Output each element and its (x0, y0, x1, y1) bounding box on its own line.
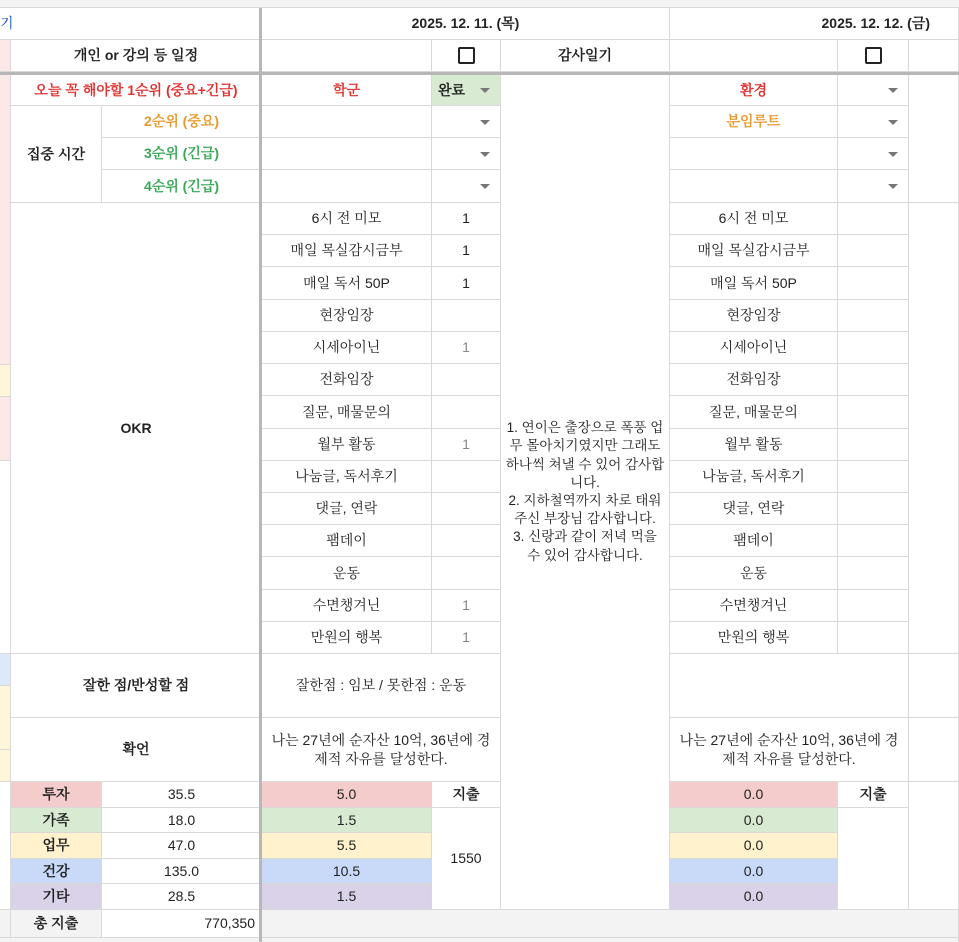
spending-category[interactable] (11, 859, 102, 884)
spending-total[interactable] (102, 833, 262, 859)
okr-item-day1-text: 질문, 매물문의 (302, 403, 391, 420)
schedule-label-cell[interactable] (11, 40, 262, 72)
spending-day1-text: 1.5 (336, 811, 357, 828)
col-a-cell[interactable] (0, 397, 11, 461)
okr-item-day1-text: 댓글, 연락 (315, 500, 378, 517)
okr-item-day2[interactable] (670, 300, 838, 332)
spending-total[interactable] (102, 859, 262, 884)
day1-review-cell[interactable] (262, 654, 501, 718)
okr-item-day1[interactable] (262, 396, 432, 429)
date-2-text: 2025. 12. 12. (금) (821, 15, 930, 32)
spending-day2[interactable] (670, 782, 838, 808)
spending-category-text: 가족 (42, 811, 70, 828)
spending-day2-text: 0.0 (743, 811, 764, 828)
col-a-cell[interactable] (0, 782, 11, 910)
day2-priority-3-cell[interactable] (670, 138, 838, 170)
day1-expense-header[interactable] (432, 782, 501, 808)
okr-value-day1-text: 1 (462, 242, 470, 259)
okr-item-day2[interactable] (670, 267, 838, 300)
day1-priority-2-cell[interactable] (262, 106, 432, 138)
okr-value-day2[interactable] (838, 525, 909, 557)
day2-status-dropdown-2[interactable] (838, 106, 909, 138)
priority-1-label-cell[interactable] (11, 75, 262, 106)
okr-value-day2[interactable] (838, 493, 909, 525)
day1-priority-1-cell[interactable] (262, 75, 432, 106)
priority-1-label: 오늘 꼭 해야할 1순위 (중요+긴급) (34, 81, 238, 98)
okr-value-day2[interactable] (838, 461, 909, 493)
okr-item-day2[interactable] (670, 461, 838, 493)
okr-item-day1-text: 월부 활동 (317, 436, 376, 453)
spending-day1[interactable] (262, 884, 432, 910)
spending-day2-text: 0.0 (743, 786, 764, 803)
okr-value-day1[interactable] (432, 203, 501, 235)
spending-day2-text: 0.0 (743, 888, 764, 905)
priority-2-label: 2순위 (중요) (143, 113, 220, 130)
day2-checkbox[interactable] (865, 47, 882, 64)
priority-2-label-cell[interactable] (102, 106, 262, 138)
okr-value-day1[interactable] (432, 364, 501, 396)
okr-item-day2-text: 매일 독서 50P (710, 274, 797, 291)
day2-status-dropdown-4[interactable] (838, 170, 909, 203)
okr-item-day1-text: 나눔글, 독서후기 (295, 468, 398, 485)
gratitude-cell[interactable] (501, 75, 670, 910)
spending-total[interactable] (102, 808, 262, 833)
spending-total-text: 35.5 (167, 786, 196, 803)
okr-value-day2[interactable] (838, 557, 909, 590)
okr-item-day2[interactable] (670, 622, 838, 654)
total-row-remainder (262, 910, 959, 938)
extra-column-affirmation[interactable] (909, 718, 959, 782)
okr-value-day1-text: 1 (462, 597, 470, 614)
day1-priority-1-value: 학군 (332, 81, 361, 98)
date-header-2[interactable] (670, 8, 959, 40)
spending-day1[interactable] (262, 859, 432, 884)
col-a-cell[interactable] (0, 654, 11, 686)
spending-category[interactable] (11, 833, 102, 859)
okr-item-day2[interactable] (670, 332, 838, 364)
spending-day2[interactable] (670, 833, 838, 859)
okr-item-day1-text: 팸데이 (326, 532, 367, 549)
date-1-text: 2025. 12. 11. (목) (411, 15, 520, 32)
day1-status-dropdown-4[interactable] (432, 170, 501, 203)
frozen-row-divider (0, 72, 959, 75)
spending-day1-text: 5.5 (336, 837, 357, 854)
day2-review-cell[interactable] (670, 654, 909, 718)
okr-value-day1-text: 1 (462, 210, 470, 227)
okr-item-day1[interactable] (262, 332, 432, 364)
okr-item-day2[interactable] (670, 525, 838, 557)
okr-item-day1-text: 시세아이닌 (312, 339, 381, 356)
spending-total-text: 18.0 (167, 811, 196, 828)
frozen-column-divider (259, 0, 262, 942)
col-a-cell[interactable] (0, 686, 11, 750)
okr-item-day1-text: 만원의 행복 (310, 629, 383, 646)
okr-item-day2[interactable] (670, 235, 838, 267)
top-strip (0, 0, 959, 8)
okr-value-day1[interactable] (432, 332, 501, 364)
okr-item-day1[interactable] (262, 235, 432, 267)
header-fragment: 기 (0, 15, 14, 32)
okr-value-day1[interactable] (432, 493, 501, 525)
bottom-strip (0, 938, 959, 942)
gratitude-label: 감사일기 (557, 47, 613, 64)
spending-category-text: 기타 (42, 888, 70, 905)
spending-category-text: 업무 (42, 837, 70, 854)
okr-item-day1[interactable] (262, 493, 432, 525)
spending-day1[interactable] (262, 782, 432, 808)
day1-status-value: 완료 (438, 81, 466, 98)
day2-schedule-cell[interactable] (670, 40, 838, 72)
day1-priority-4-cell[interactable] (262, 170, 432, 203)
spending-category-text: 투자 (42, 786, 70, 803)
okr-item-day2-text: 질문, 매물문의 (709, 403, 798, 420)
day2-priority-2-value: 분임루트 (726, 113, 781, 130)
okr-item-day2[interactable] (670, 396, 838, 429)
okr-label: OKR (120, 419, 152, 436)
col-a-cell[interactable] (0, 75, 11, 365)
day1-expense-label: 지출 (452, 786, 480, 803)
day1-status-dropdown-2[interactable] (432, 106, 501, 138)
okr-value-day2[interactable] (838, 332, 909, 364)
okr-item-day1[interactable] (262, 622, 432, 654)
okr-value-day1[interactable] (432, 300, 501, 332)
col-a-cell[interactable] (0, 910, 11, 938)
okr-item-day2-text: 6시 전 미모 (718, 210, 789, 227)
okr-item-day1-text: 매일 목실감시금부 (290, 242, 403, 259)
extra-cell[interactable] (909, 40, 959, 72)
day2-priority-1-value: 환경 (739, 81, 768, 98)
spending-total-text: 28.5 (167, 888, 196, 905)
day1-priority-3-cell[interactable] (262, 138, 432, 170)
extra-column-spending[interactable] (909, 782, 959, 910)
spending-category[interactable] (11, 808, 102, 833)
day1-status-dropdown-3[interactable] (432, 138, 501, 170)
total-value: 770,350 (204, 915, 255, 932)
okr-value-day2[interactable] (838, 396, 909, 429)
okr-value-day2[interactable] (838, 622, 909, 654)
okr-value-day2[interactable] (838, 364, 909, 396)
priority-3-label-cell[interactable] (102, 138, 262, 170)
day1-status-dropdown[interactable] (432, 75, 501, 106)
col-a-cell[interactable] (0, 40, 11, 72)
day2-affirmation-text: 나는 27년에 순자산 10억, 36년에 경제적 자유를 달성한다. (679, 731, 899, 767)
okr-value-day1-text: 1 (462, 339, 470, 356)
okr-item-day2[interactable] (670, 557, 838, 590)
okr-item-day2-text: 월부 활동 (724, 436, 783, 453)
spending-day2[interactable] (670, 859, 838, 884)
day2-priority-2-cell[interactable] (670, 106, 838, 138)
okr-item-day2-text: 수면챙겨닌 (719, 597, 788, 614)
day1-expense-value: 1550 (450, 850, 482, 867)
spending-day1-text: 1.5 (336, 888, 357, 905)
day2-status-dropdown-1[interactable] (838, 75, 909, 106)
okr-item-day2-text: 나눔글, 독서후기 (702, 468, 805, 485)
focus-time-label-cell[interactable] (11, 106, 102, 203)
okr-item-day1-text: 운동 (332, 564, 361, 581)
okr-value-day1[interactable] (432, 267, 501, 300)
spending-day1[interactable] (262, 808, 432, 833)
okr-item-day1[interactable] (262, 267, 432, 300)
priority-4-label-cell[interactable] (102, 170, 262, 203)
extra-column-review[interactable] (909, 654, 959, 718)
okr-value-day1-text: 1 (462, 436, 470, 453)
okr-item-day1[interactable] (262, 461, 432, 493)
okr-value-day2[interactable] (838, 203, 909, 235)
okr-item-day1[interactable] (262, 300, 432, 332)
okr-value-day1[interactable] (432, 622, 501, 654)
col-a-cell[interactable] (0, 461, 11, 654)
spending-day1[interactable] (262, 833, 432, 859)
okr-item-day2-text: 운동 (739, 564, 768, 581)
spending-day1-text: 5.0 (336, 786, 357, 803)
extra-column-okr[interactable] (909, 203, 959, 654)
gratitude-text: 1. 연이은 출장으로 폭풍 업무 몰아치기였지만 그래도 하나씩 쳐낼 수 있어 감사합니다. 2. 지하철역까지 차로 태워주신 부장님 감사합니다. 3. 신랑과 같이 저녁 먹을 수 있어 감사합니다. (505, 420, 665, 563)
okr-value-day2[interactable] (838, 590, 909, 622)
okr-item-day1-text: 전화임장 (319, 371, 374, 388)
okr-item-day1[interactable] (262, 525, 432, 557)
header-left-cell[interactable] (0, 8, 262, 40)
spending-total[interactable] (102, 782, 262, 808)
okr-item-day2-text: 매일 목실감시금부 (697, 242, 810, 259)
spending-day2-text: 0.0 (743, 837, 764, 854)
focus-time-label: 집중 시간 (27, 145, 85, 162)
okr-value-day2[interactable] (838, 429, 909, 461)
okr-item-day2-text: 현장임장 (726, 307, 781, 324)
review-label-cell[interactable] (11, 654, 262, 718)
priority-3-label: 3순위 (긴급) (143, 145, 220, 162)
okr-value-day1[interactable] (432, 590, 501, 622)
okr-item-day2[interactable] (670, 203, 838, 235)
okr-item-day2-text: 만원의 행복 (717, 629, 790, 646)
affirmation-label-cell[interactable] (11, 718, 262, 782)
okr-item-day1-text: 매일 독서 50P (303, 274, 390, 291)
okr-item-day1-text: 수면챙겨닌 (312, 597, 381, 614)
okr-item-day1[interactable] (262, 203, 432, 235)
spending-category[interactable] (11, 782, 102, 808)
okr-item-day2-text: 전화임장 (726, 371, 781, 388)
okr-value-day2[interactable] (838, 235, 909, 267)
okr-item-day1[interactable] (262, 590, 432, 622)
day2-expense-cell[interactable] (838, 808, 909, 910)
extra-column-top[interactable] (909, 75, 959, 203)
spending-category-text: 건강 (42, 862, 70, 879)
day1-checkbox-cell[interactable] (432, 40, 501, 72)
spending-total-text: 135.0 (163, 862, 200, 879)
date-header-1[interactable] (262, 8, 670, 40)
okr-value-day1[interactable] (432, 396, 501, 429)
okr-item-day1-text: 현장임장 (319, 307, 374, 324)
okr-value-day2[interactable] (838, 300, 909, 332)
okr-item-day2[interactable] (670, 364, 838, 396)
affirmation-label: 확언 (122, 741, 150, 758)
okr-item-day2-text: 팸데이 (733, 532, 774, 549)
day2-expense-label: 지출 (859, 786, 887, 803)
okr-label-cell[interactable] (11, 203, 262, 654)
okr-item-day1[interactable] (262, 429, 432, 461)
spending-total[interactable] (102, 884, 262, 910)
okr-item-day2[interactable] (670, 493, 838, 525)
okr-value-day1-text: 1 (462, 629, 470, 646)
spending-day2[interactable] (670, 884, 838, 910)
col-a-cell[interactable] (0, 365, 11, 397)
day1-schedule-cell[interactable] (262, 40, 432, 72)
total-label: 총 지출 (33, 915, 79, 932)
day2-affirmation-cell[interactable] (670, 718, 909, 782)
okr-value-day1-text: 1 (462, 274, 470, 291)
col-a-cell[interactable] (0, 750, 11, 782)
day2-priority-4-cell[interactable] (670, 170, 838, 203)
schedule-label: 개인 or 강의 등 일정 (73, 47, 199, 64)
spending-total-text: 47.0 (167, 837, 196, 854)
day1-affirmation-cell[interactable] (262, 718, 501, 782)
okr-value-day1[interactable] (432, 525, 501, 557)
okr-item-day2-text: 댓글, 연락 (722, 500, 785, 517)
gratitude-header-cell[interactable] (501, 40, 670, 72)
okr-value-day2[interactable] (838, 267, 909, 300)
day1-checkbox[interactable] (458, 47, 475, 64)
okr-value-day1[interactable] (432, 235, 501, 267)
okr-value-day1[interactable] (432, 461, 501, 493)
spending-day2-text: 0.0 (743, 862, 764, 879)
okr-item-day2[interactable] (670, 590, 838, 622)
okr-value-day1[interactable] (432, 557, 501, 590)
okr-item-day1[interactable] (262, 557, 432, 590)
day2-checkbox-cell[interactable] (838, 40, 909, 72)
okr-item-day2-text: 시세아이닌 (719, 339, 788, 356)
day1-affirmation-text: 나는 27년에 순자산 10억, 36년에 경제적 자유를 달성한다. (271, 731, 491, 767)
day2-status-dropdown-3[interactable] (838, 138, 909, 170)
okr-item-day2[interactable] (670, 429, 838, 461)
priority-4-label: 4순위 (긴급) (143, 177, 220, 194)
okr-value-day1[interactable] (432, 429, 501, 461)
total-value-cell[interactable] (102, 910, 262, 938)
spending-day2[interactable] (670, 808, 838, 833)
day2-expense-header[interactable] (838, 782, 909, 808)
okr-item-day1-text: 6시 전 미모 (311, 210, 382, 227)
day1-expense-cell[interactable] (432, 808, 501, 910)
review-label: 잘한 점/반성할 점 (82, 677, 190, 694)
day1-review-text: 잘한점 : 임보 / 못한점 : 운동 (295, 677, 467, 694)
total-label-cell[interactable] (11, 910, 102, 938)
spending-category[interactable] (11, 884, 102, 910)
okr-item-day1[interactable] (262, 364, 432, 396)
spending-day1-text: 10.5 (332, 862, 361, 879)
day2-priority-1-cell[interactable] (670, 75, 838, 106)
